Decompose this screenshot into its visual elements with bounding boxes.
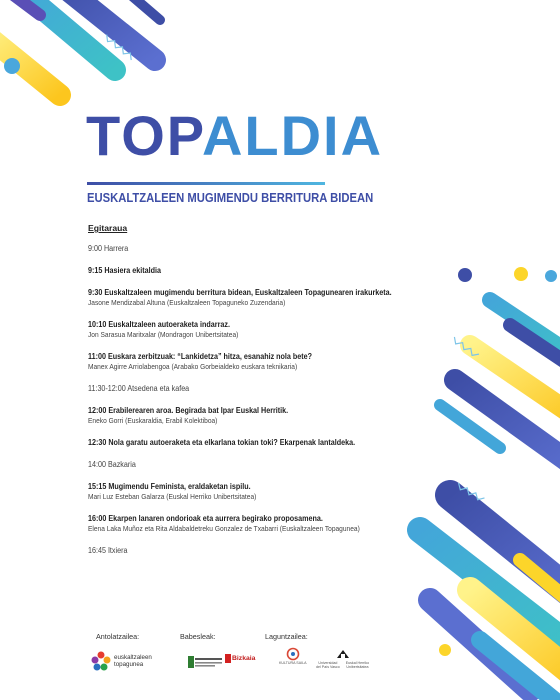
agenda-item-speaker: Mari Luz Esteban Galarza (Euskal Herriko Unibertsitatea) [88, 492, 257, 501]
agenda-heading: Egitaraua [88, 223, 128, 233]
agenda-item [88, 244, 428, 254]
agenda-item-speaker: Manex Agirre Arriolabengoa (Arabako Gorbeialdeko euskara teknikaria) [88, 362, 298, 371]
agenda-item [88, 546, 428, 556]
sponsor-bizkaia-text: Bizkaia [232, 655, 256, 662]
event-subtitle: EUSKALTZALEEN MUGIMENDU BERRITURA BIDEAN [87, 191, 374, 205]
agenda-item-title: 9:15 Hasiera ekitaldia [88, 266, 161, 275]
agenda-item-title: 11:00 Euskara zerbitzuak: “Lankidetza” hitza, esanahiz nola bete? [88, 352, 313, 361]
agenda-item-title: 12:00 Erabilerearen aroa. Begirada bat Ipar Euskal Herritik. [88, 406, 289, 415]
collaborator-2-line1: Universidad [318, 661, 338, 665]
agenda-item [88, 266, 428, 276]
title-underline [87, 182, 325, 185]
agenda-item [88, 460, 428, 470]
agenda-item-speaker: Jasone Mendizabal Altuna (Euskaltzaleen Topaguneko Zuzendaria) [88, 298, 286, 307]
agenda-item [88, 406, 428, 426]
agenda-item-speaker: Elena Laka Muñoz eta Rita Aldabaldetreku Gonzalez de Txabarri (Euskaltzaleen Topagunea) [88, 524, 360, 533]
collaborator-label: Laguntzailea: [265, 632, 308, 641]
title-part-1: TOP [86, 104, 202, 167]
collaborator-2-line2: del País Vasco [316, 665, 340, 670]
agenda [88, 223, 428, 568]
organizer-logo-line1: euskaltzaleen [114, 654, 152, 661]
sponsor-logo-bizkaia [225, 654, 255, 663]
sponsor-logo-1 [188, 656, 222, 668]
sponsors-label: Babesleak: [180, 632, 216, 641]
agenda-item [88, 320, 428, 340]
agenda-item [88, 288, 428, 308]
agenda-item-title: 10:10 Euskaltzaleen autoeraketa indarraz. [88, 320, 230, 329]
upv-ehu-emblem-icon [335, 648, 351, 660]
agenda-item-title: 12:30 Nola garatu autoeraketa eta elkarlana tokian toki? Ekarpenak lantaldeka. [88, 438, 356, 447]
organizer-label: Antolatzailea: [96, 632, 140, 641]
agenda-item-title: 14:00 Bazkaria [88, 460, 136, 469]
agenda-item [88, 514, 428, 534]
collaborator-3-line2: Unibertsitatea [346, 665, 369, 670]
agenda-item [88, 438, 428, 448]
event-title [86, 104, 383, 168]
upv-ehu-logo [316, 648, 369, 670]
agenda-item-title: 16:00 Ekarpen lanaren ondorioak eta aurrera begirako proposamena. [88, 514, 323, 523]
collaborator-logo-1 [279, 647, 307, 665]
collaborator-1-text: KULTURA SAILA [279, 661, 307, 665]
title-part-2: ALDIA [201, 104, 384, 167]
agenda-item-speaker: Jon Sarasua Maritxalar (Mondragon Unibertsitatea) [88, 330, 239, 339]
agenda-item-title: 9:30 Euskaltzaleen mugimendu berritura bidean, Euskaltzaleen Topagunearen irakurketa. [88, 288, 392, 297]
agenda-item-title: 16:45 Itxiera [88, 546, 128, 555]
agenda-item [88, 482, 428, 502]
agenda-item-title: 15:15 Mugimendu Feminista, eraldaketan ispilu. [88, 482, 251, 491]
agenda-item-title: 9:00 Harrera [88, 244, 129, 253]
organizer-logo-line2: topagunea [114, 661, 144, 668]
agenda-item-title: 11:30-12:00 Atsedena eta kafea [88, 384, 190, 393]
collaborator-3-line1: Euskal Herriko [345, 661, 370, 665]
agenda-item [88, 384, 428, 394]
topagunea-flower-icon [91, 651, 111, 671]
agenda-item-speaker: Eneko Gorri (Euskaraldia, Erabil Kolektiboa) [88, 416, 218, 425]
basque-government-logo-icon [188, 656, 222, 668]
euskaltzaleen-topagunea-logo [91, 651, 152, 671]
bizkaia-emblem-icon [225, 654, 231, 663]
culture-department-icon [286, 647, 300, 661]
agenda-item [88, 352, 428, 372]
